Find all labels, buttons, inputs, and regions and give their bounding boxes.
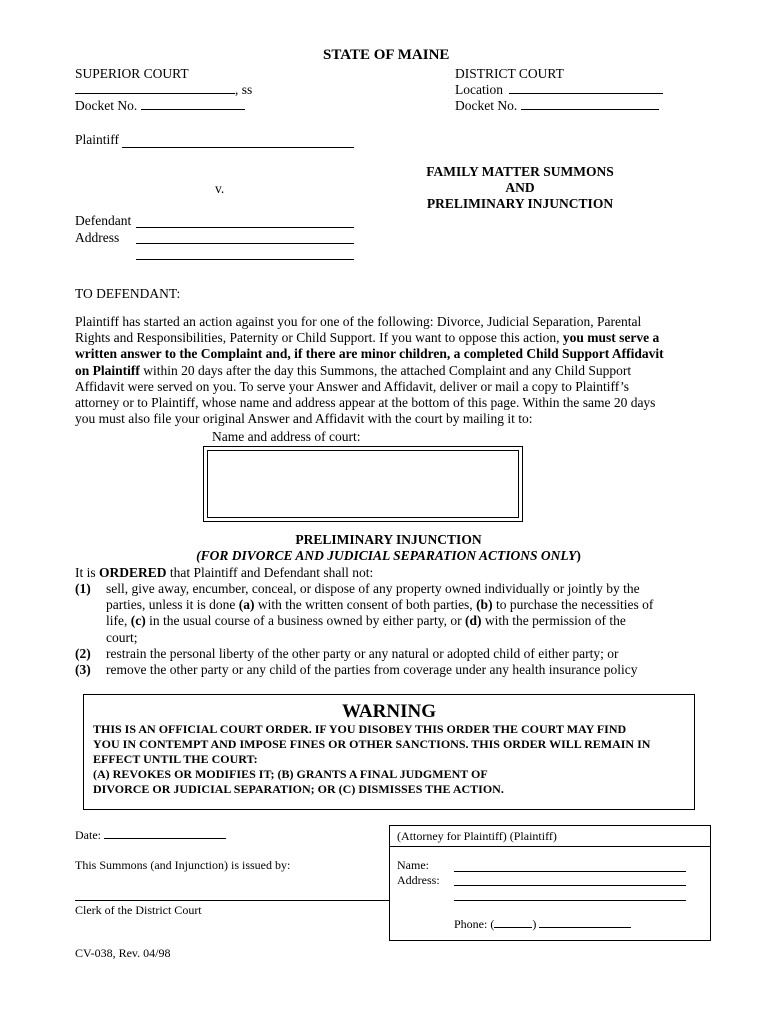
docket-left-row bbox=[75, 98, 245, 114]
injunction-item-2: (2) restrain the personal liberty of the other party or any natural or adopted child of either party; or bbox=[75, 646, 619, 661]
attorney-name-label: Name: bbox=[397, 858, 429, 872]
date-row bbox=[75, 828, 226, 843]
location-label: Location bbox=[455, 82, 503, 97]
defendant-field[interactable] bbox=[136, 227, 354, 228]
phone-label: Phone: ( bbox=[454, 917, 495, 931]
injunction-heading: PRELIMINARY INJUNCTION bbox=[295, 532, 482, 547]
summons-line: Affidavit were served on you. To serve your Answer and Affidavit, deliver or mail a copy to Plaintiff’s bbox=[75, 378, 630, 394]
warning-line: YOU IN CONTEMPT AND IMPOSE FINES OR OTHER SANCTIONS. THIS ORDER WILL REMAIN IN bbox=[93, 737, 651, 751]
attorney-name-field[interactable] bbox=[454, 871, 686, 872]
location-field[interactable] bbox=[509, 82, 663, 94]
summons-line: Plaintiff has started an action against you for one of the following: Divorce, Judicial Separation, Parental bbox=[75, 314, 642, 329]
docket-left-field[interactable] bbox=[141, 98, 245, 110]
item-number: (3) bbox=[75, 662, 91, 677]
form-id: CV-038, Rev. 04/98 bbox=[75, 946, 171, 960]
address-field-2[interactable] bbox=[136, 259, 354, 260]
warning-line: DIVORCE OR JUDICIAL SEPARATION; OR (C) DISMISSES THE ACTION. bbox=[93, 782, 504, 796]
court-address-label: Name and address of court: bbox=[212, 429, 361, 444]
item-number: (1) bbox=[75, 581, 91, 596]
attorney-header-divider bbox=[390, 846, 710, 847]
attorney-header: (Attorney for Plaintiff) (Plaintiff) bbox=[397, 829, 557, 843]
location-row bbox=[455, 82, 663, 98]
clerk-signature-line[interactable] bbox=[75, 900, 389, 901]
address-label: Address bbox=[75, 230, 120, 245]
summons-line: on Plaintiff within 20 days after the day this Summons, the attached Complaint and any Child Support bbox=[75, 362, 632, 378]
warning-line: EFFECT UNTIL THE COURT: bbox=[93, 752, 258, 766]
summons-line: Rights and Responsibilities, Paternity or Child Support. If you want to oppose this action, you must serve a bbox=[75, 330, 660, 346]
warning-line: (A) REVOKES OR MODIFIES IT; (B) GRANTS A FINAL JUDGMENT OF bbox=[93, 767, 488, 781]
phone-area-field[interactable] bbox=[494, 917, 532, 928]
to-defendant-heading: TO DEFENDANT: bbox=[75, 286, 181, 301]
warning-box bbox=[83, 694, 695, 810]
superior-court-label: SUPERIOR COURT bbox=[75, 66, 189, 81]
injunction-subheading: (FOR DIVORCE AND JUDICIAL SEPARATION ACTIONS ONLY) bbox=[196, 548, 581, 563]
ss-label: , ss bbox=[235, 82, 253, 97]
defendant-label: Defendant bbox=[75, 213, 132, 228]
plaintiff-field[interactable] bbox=[122, 147, 354, 148]
attorney-address-field-2[interactable] bbox=[454, 900, 686, 901]
warning-title: WARNING bbox=[342, 701, 436, 722]
versus-label: v. bbox=[215, 181, 225, 196]
warning-line: THIS IS AN OFFICIAL COURT ORDER. IF YOU DISOBEY THIS ORDER THE COURT MAY FIND bbox=[93, 722, 627, 736]
item-number: (2) bbox=[75, 646, 91, 661]
county-row bbox=[75, 82, 252, 98]
state-title: STATE OF MAINE bbox=[323, 47, 450, 63]
form-title-line1: FAMILY MATTER SUMMONS bbox=[426, 164, 614, 179]
date-label: Date: bbox=[75, 828, 101, 842]
phone-number-field[interactable] bbox=[539, 917, 631, 928]
docket-right-label: Docket No. bbox=[455, 98, 518, 113]
county-field[interactable] bbox=[75, 82, 235, 94]
injunction-intro: It is ORDERED that Plaintiff and Defendant shall not: bbox=[75, 565, 374, 580]
date-field[interactable] bbox=[104, 828, 226, 839]
summons-line: attorney or to Plaintiff, whose name and address appear at the bottom of this page. Within the same 20 days bbox=[75, 395, 656, 411]
summons-paragraph bbox=[75, 314, 685, 427]
summons-line: you must also file your original Answer and Affidavit with the court by mailing it to: bbox=[75, 411, 533, 427]
court-address-box[interactable] bbox=[203, 446, 523, 522]
phone-row: Phone: ( ) bbox=[454, 917, 631, 932]
clerk-label: Clerk of the District Court bbox=[75, 903, 202, 917]
docket-right-field[interactable] bbox=[521, 98, 659, 110]
form-title-line2: AND bbox=[505, 180, 535, 195]
summons-line: written answer to the Complaint and, if there are minor children, a completed Child Support Affidavit bbox=[75, 346, 664, 362]
attorney-address-label: Address: bbox=[397, 873, 440, 887]
injunction-item-3: (3) remove the other party or any child of the parties from coverage under any health insurance policy bbox=[75, 662, 638, 677]
docket-left-label: Docket No. bbox=[75, 98, 138, 113]
docket-right-row bbox=[455, 98, 659, 114]
attorney-address-field-1[interactable] bbox=[454, 885, 686, 886]
injunction-item-1: (1) sell, give away, encumber, conceal, or dispose of any property owned individually or jointly by the parties, unless it is done (a) with the written consent of both parties, (b) to purchase the necessities of life, (c) in the usual course of a business owned by either party, or (d) with the permission of the court; bbox=[75, 581, 654, 645]
plaintiff-label: Plaintiff bbox=[75, 132, 120, 147]
form-title-line3: PRELIMINARY INJUNCTION bbox=[426, 196, 614, 211]
issued-by-label: This Summons (and Injunction) is issued by: bbox=[75, 858, 291, 872]
attorney-box bbox=[389, 825, 711, 941]
district-court-label: DISTRICT COURT bbox=[455, 66, 564, 81]
address-field-1[interactable] bbox=[136, 243, 354, 244]
